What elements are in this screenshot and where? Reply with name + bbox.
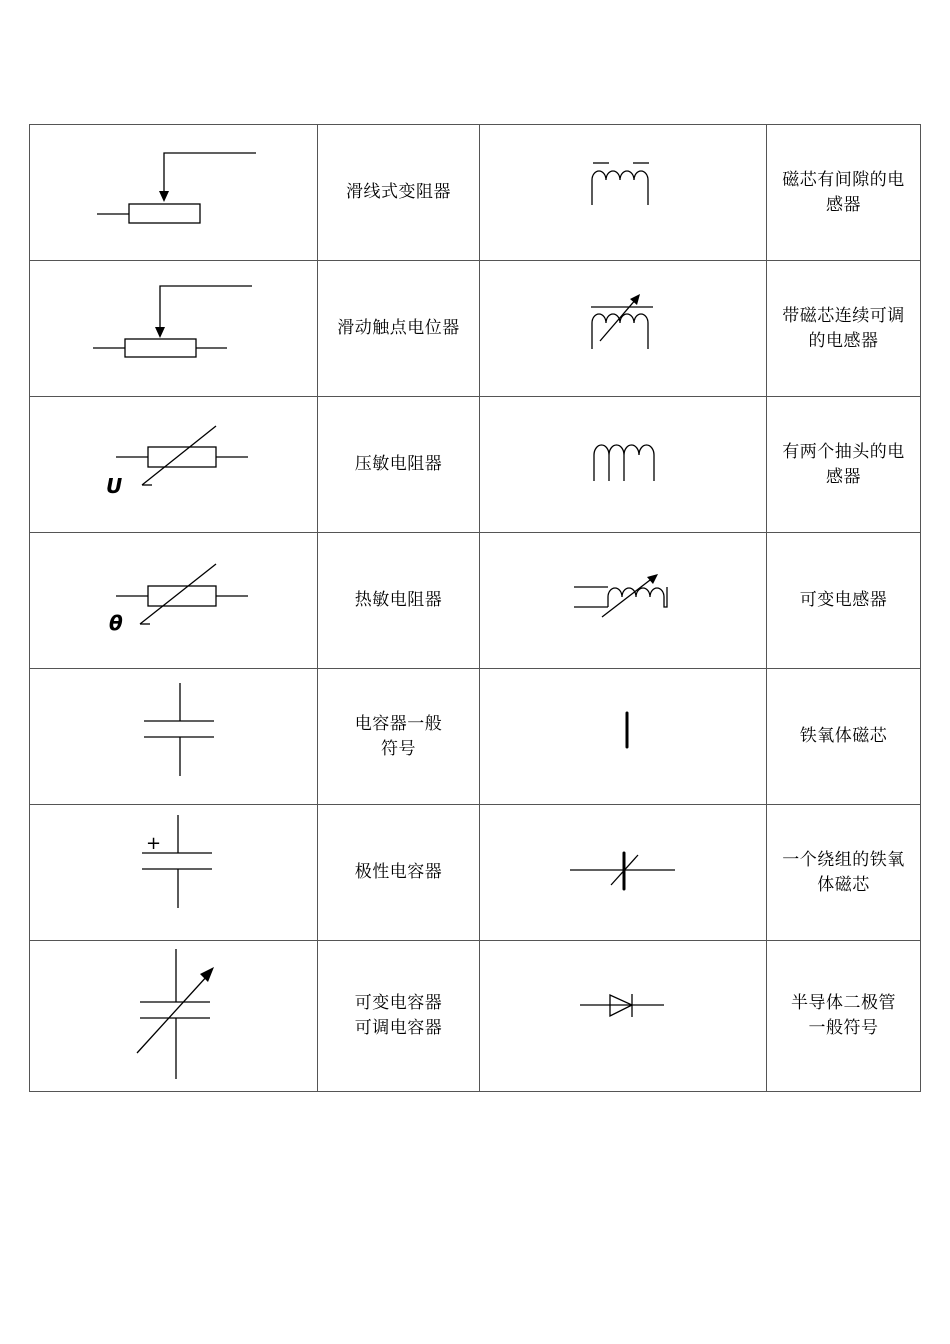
- symbol-label: [767, 941, 921, 1092]
- symbol-label: [318, 805, 480, 941]
- table-row: [30, 261, 921, 397]
- symbol-cell: [480, 533, 767, 669]
- symbol-cell: [30, 261, 318, 397]
- plus-sign: +: [146, 833, 162, 854]
- label-line: 滑线式变阻器: [346, 182, 451, 202]
- symbol-cell: [480, 805, 767, 941]
- symbol-letter: θ: [109, 611, 123, 635]
- polarized-capacitor-icon: [30, 805, 318, 940]
- label-line: 一个绕组的铁氧: [782, 849, 905, 870]
- symbol-label: [767, 805, 921, 941]
- table-row: [30, 941, 921, 1092]
- symbol-cell: [30, 397, 318, 533]
- label-line: 的电感器: [808, 330, 879, 351]
- symbol-label: [318, 125, 480, 261]
- symbol-label: [767, 397, 921, 533]
- symbol-cell: [30, 805, 318, 941]
- label-line: 有两个抽头的电: [782, 441, 905, 462]
- core-variable-inductor-icon: [480, 261, 767, 396]
- symbol-cell: [480, 397, 767, 533]
- label-line: 体磁芯: [817, 874, 870, 895]
- table-row: [30, 669, 921, 805]
- diode-icon: [480, 941, 767, 1091]
- symbol-cell: [30, 941, 318, 1092]
- gapped-core-inductor-icon: [480, 125, 767, 260]
- symbol-label: [767, 125, 921, 261]
- symbol-cell: [480, 669, 767, 805]
- tapped-inductor-icon: [480, 397, 767, 532]
- label-line: 电容器一般: [354, 713, 443, 734]
- symbol-label: [767, 669, 921, 805]
- slide-wire-rheostat-icon: [30, 125, 318, 260]
- thermistor-icon: [30, 533, 318, 668]
- label-line: 可变电感器: [799, 590, 888, 610]
- symbol-table: [29, 124, 921, 1092]
- label-line: 热敏电阻器: [354, 590, 443, 610]
- varistor-icon: [30, 397, 318, 532]
- ferrite-core-icon: [480, 669, 767, 804]
- symbol-cell: [30, 125, 318, 261]
- table-row: [30, 805, 921, 941]
- label-line: 可变电容器: [354, 993, 443, 1013]
- symbol-cell: [30, 669, 318, 805]
- symbol-label: [318, 533, 480, 669]
- symbol-letter: U: [106, 474, 123, 498]
- label-line: 磁芯有间隙的电: [782, 169, 905, 190]
- label-line: 感器: [826, 194, 861, 215]
- label-line: 压敏电阻器: [354, 454, 443, 474]
- symbol-label: [318, 261, 480, 397]
- capacitor-icon: [30, 669, 318, 804]
- variable-capacitor-icon: [30, 941, 318, 1091]
- label-line: 带磁芯连续可调: [782, 305, 905, 326]
- label-line: 滑动触点电位器: [337, 318, 460, 338]
- slide-contact-potentiometer-icon: [30, 261, 318, 396]
- symbol-cell: [480, 125, 767, 261]
- variable-inductor-icon: [480, 533, 767, 668]
- label-line: 极性电容器: [354, 862, 443, 882]
- label-line: 符号: [381, 738, 416, 759]
- symbol-label: [767, 533, 921, 669]
- label-line: 铁氧体磁芯: [799, 726, 888, 746]
- symbol-cell: [30, 533, 318, 669]
- table-row: [30, 533, 921, 669]
- table-row: [30, 397, 921, 533]
- table-row: [30, 125, 921, 261]
- label-line: 可调电容器: [354, 1018, 443, 1038]
- symbol-label: [318, 941, 480, 1092]
- label-line: 一般符号: [808, 1018, 879, 1038]
- symbol-cell: [480, 261, 767, 397]
- symbol-label: [318, 397, 480, 533]
- symbol-label: [318, 669, 480, 805]
- symbol-label: [767, 261, 921, 397]
- label-line: 感器: [826, 466, 861, 487]
- ferrite-core-winding-icon: [480, 805, 767, 940]
- label-line: 半导体二极管: [791, 993, 896, 1013]
- symbol-cell: [480, 941, 767, 1092]
